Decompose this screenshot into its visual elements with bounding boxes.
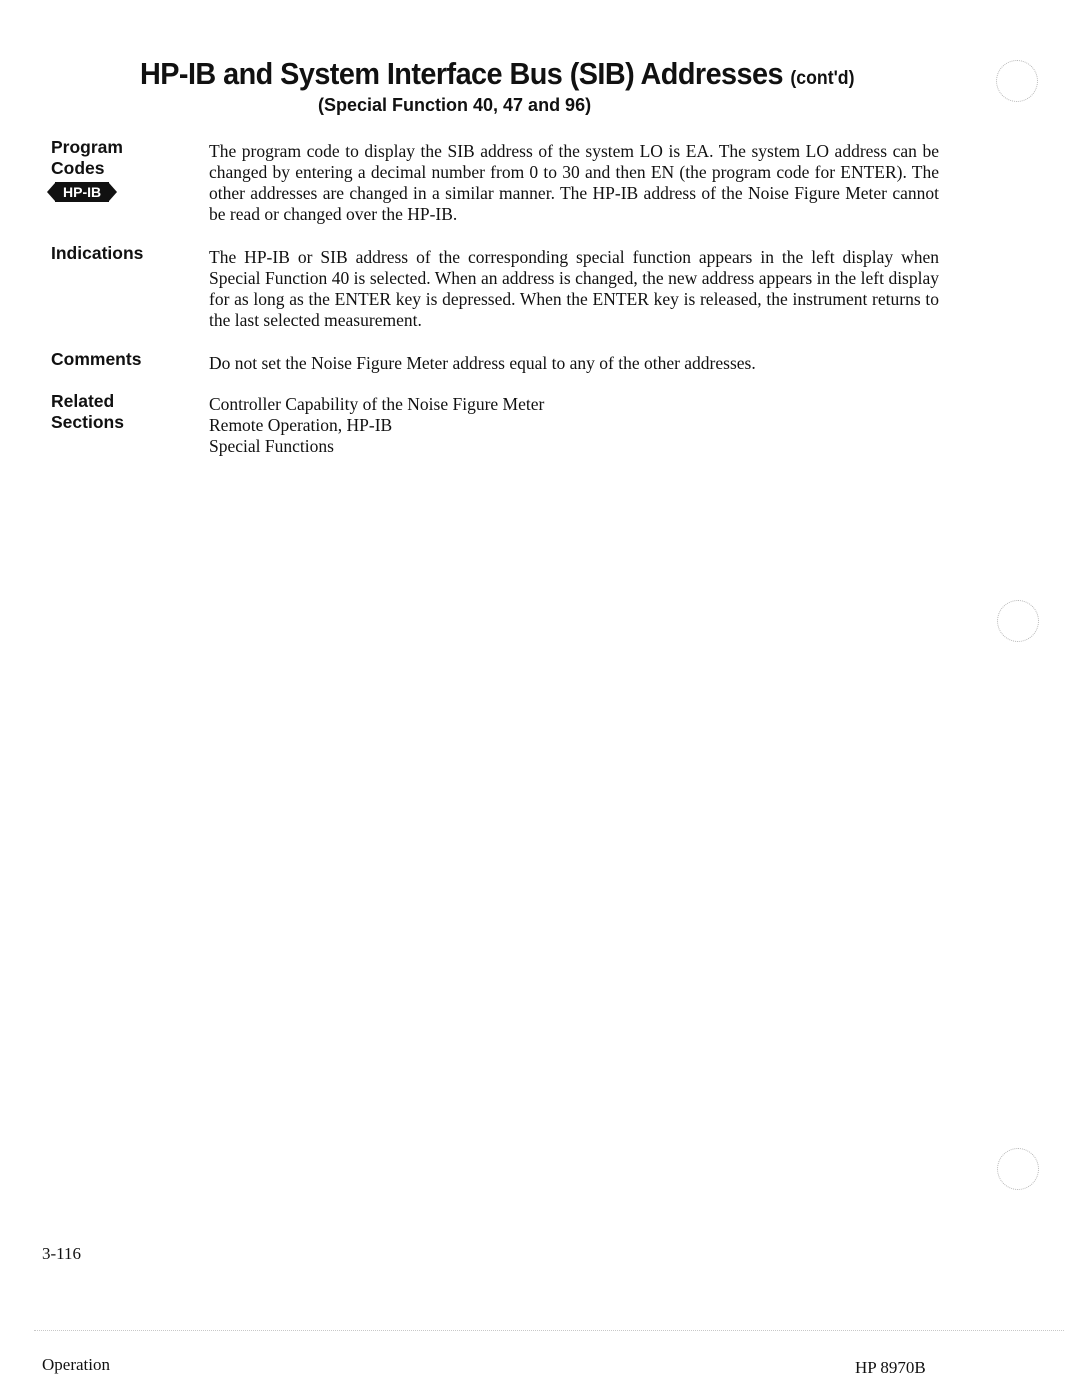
- title-continued: (cont'd): [790, 68, 855, 89]
- binder-hole-icon: [997, 1148, 1039, 1190]
- indications-label: Indications: [51, 243, 144, 263]
- related-sections-label: [51, 391, 201, 433]
- binder-hole-icon: [997, 600, 1039, 642]
- indications-text: The HP-IB or SIB address of the corresponding special function appears in the left display when Special Function 40 is selected. When an address is changed, the new address appears in the left display for as long as the ENTER key is depressed. When the ENTER key is released, the instrument returns to the last selected measurement.: [209, 247, 939, 330]
- label-line: Sections: [51, 412, 124, 432]
- page-title: [140, 56, 903, 92]
- label-line: Related: [51, 391, 115, 411]
- footer-model: HP 8970B: [855, 1358, 926, 1377]
- page-subtitle: (Special Function 40, 47 and 96): [318, 95, 592, 115]
- hp-ib-badge-icon: HP-IB: [55, 182, 109, 202]
- footer-chapter: Operation: [42, 1355, 110, 1374]
- footer-divider: [34, 1330, 1064, 1331]
- label-line: Codes: [51, 158, 105, 178]
- related-section-item: Special Functions: [209, 436, 334, 456]
- program-codes-text: The program code to display the SIB address of the system LO is EA. The system LO address can be changed by entering a decimal number from 0 to 30 and then EN (the program code for ENTER). The other addresses are changed in a similar manner. The HP-IB address of the Noise Figure Meter cannot be read or changed over the HP-IB.: [209, 141, 939, 224]
- title-text: HP-IB and System Interface Bus (SIB) Addresses: [140, 56, 783, 91]
- related-section-item: Controller Capability of the Noise Figure Meter: [209, 394, 545, 414]
- label-line: Program: [51, 137, 123, 157]
- comments-text: Do not set the Noise Figure Meter address equal to any of the other addresses.: [209, 353, 756, 373]
- related-section-item: Remote Operation, HP-IB: [209, 415, 393, 435]
- related-sections-list: [209, 394, 939, 457]
- program-codes-label: [51, 137, 201, 202]
- page-number: 3-116: [42, 1244, 82, 1263]
- comments-label: Comments: [51, 349, 142, 369]
- binder-hole-icon: [996, 60, 1038, 102]
